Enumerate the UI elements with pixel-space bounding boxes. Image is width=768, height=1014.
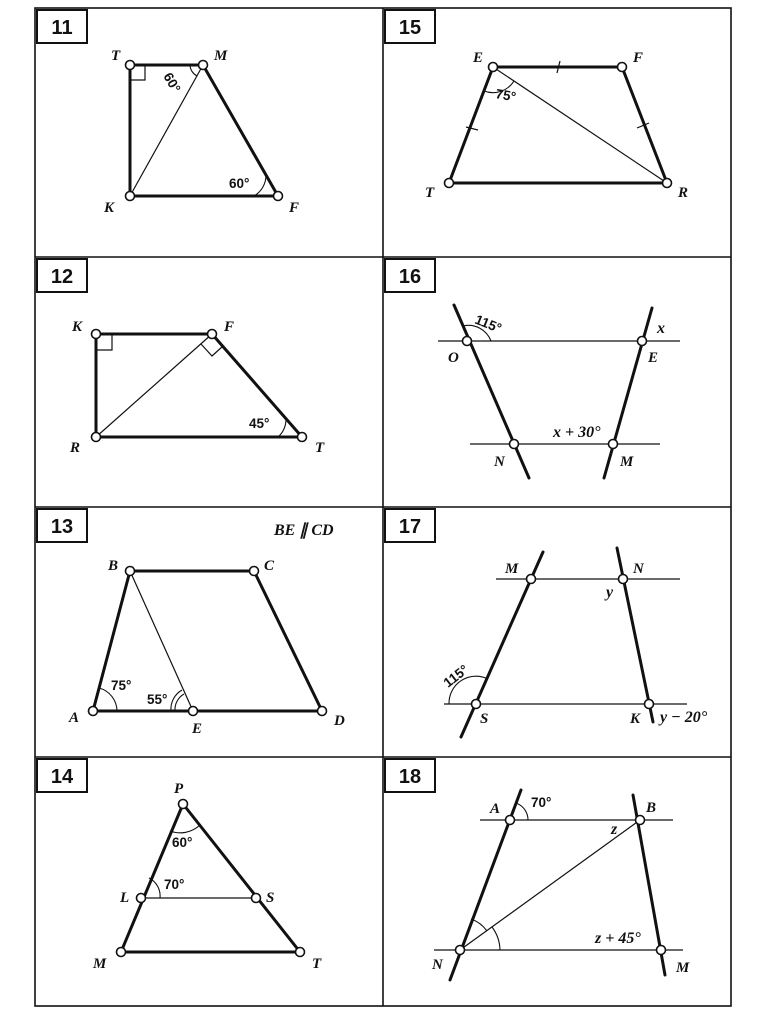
trapezoid-outline <box>449 67 667 183</box>
angle-arc <box>516 803 528 820</box>
vertex-point <box>208 330 217 339</box>
point-label: S <box>266 890 275 906</box>
angle-value: 115° <box>440 661 472 691</box>
vertex-point <box>92 433 101 442</box>
vertex-point <box>126 61 135 70</box>
vertex-point <box>274 192 283 201</box>
point-label: D <box>334 713 345 729</box>
figure-trapezoid-abcd <box>68 558 345 737</box>
problem-number-badge <box>37 259 87 292</box>
problem-number: 15 <box>398 17 422 39</box>
vertex-point <box>636 816 645 825</box>
angle-value: z + 45° <box>595 930 641 947</box>
panel-12 <box>37 259 325 456</box>
angle-value: 115° <box>472 311 504 336</box>
figure-lines-oenm <box>438 305 680 478</box>
angle-value: 70° <box>531 795 552 810</box>
vertex-point <box>609 440 618 449</box>
point-label: T <box>315 440 325 456</box>
panel-18 <box>385 759 690 980</box>
point-label: L <box>120 890 130 906</box>
point-label: M <box>676 960 690 976</box>
vertex-point <box>663 179 672 188</box>
panel-11 <box>37 10 299 216</box>
vertex-point <box>619 575 628 584</box>
angle-arc <box>278 419 286 437</box>
point-label: M <box>505 561 519 577</box>
angle-value: 60° <box>172 835 193 850</box>
vertex-point <box>463 337 472 346</box>
problem-number: 11 <box>51 17 73 39</box>
point-label: O <box>448 350 459 366</box>
vertex-point <box>472 700 481 709</box>
figure-trapezoid-kftr <box>69 319 325 456</box>
point-label: F <box>224 319 235 335</box>
vertex-point <box>527 575 536 584</box>
angle-value: y − 20° <box>660 709 708 726</box>
panel-grid <box>35 8 731 1006</box>
panel-13 <box>37 509 345 737</box>
problem-number-badge <box>385 259 435 292</box>
point-label: M <box>93 956 107 972</box>
triangle-outline <box>121 804 300 952</box>
point-label: P <box>174 781 184 797</box>
problem-number-badge <box>385 10 435 43</box>
problem-number: 16 <box>398 266 422 288</box>
trapezoid-outline <box>130 65 278 196</box>
point-label: C <box>264 558 275 574</box>
point-label: T <box>312 956 322 972</box>
problem-number-badge <box>385 509 435 542</box>
vertex-point <box>250 567 259 576</box>
right-angle-mark <box>201 344 223 356</box>
vertex-point <box>92 330 101 339</box>
angle-value: 75° <box>494 86 518 105</box>
problem-number-badge <box>385 759 435 792</box>
panel-15 <box>385 10 688 201</box>
figure-lines-abnm <box>431 790 690 980</box>
vertex-point <box>645 700 654 709</box>
vertex-point <box>506 816 515 825</box>
trapezoid-outline <box>96 334 302 437</box>
figure-trapezoid-tmfk <box>103 48 299 216</box>
vertex-point <box>126 567 135 576</box>
vertex-point <box>298 433 307 442</box>
point-label: E <box>473 50 484 66</box>
figure-lines-mnsk <box>441 548 708 737</box>
problem-number-badge <box>37 759 87 792</box>
angle-value: z <box>611 821 618 838</box>
problem-number: 13 <box>50 516 74 538</box>
figure-trapezoid-eftr <box>425 50 688 201</box>
vertex-point <box>318 707 327 716</box>
point-label: M <box>620 454 634 470</box>
vertex-point <box>199 61 208 70</box>
problem-number: 18 <box>398 766 422 788</box>
angle-arc <box>190 65 197 76</box>
point-label: B <box>646 800 657 816</box>
vertex-point <box>657 946 666 955</box>
point-label: A <box>69 710 80 726</box>
problem-number: 14 <box>50 766 74 788</box>
figure-triangle-pmt <box>92 781 322 972</box>
vertex-point <box>179 800 188 809</box>
point-label: A <box>490 801 501 817</box>
point-label: K <box>72 319 83 335</box>
problem-number-badge <box>37 10 87 43</box>
point-label: K <box>104 200 115 216</box>
problem-number: 12 <box>50 266 74 288</box>
point-label: S <box>480 711 489 727</box>
diagonal-er <box>493 67 667 183</box>
point-label: R <box>678 185 689 201</box>
point-label: N <box>633 561 644 577</box>
angle-arc <box>254 175 266 196</box>
vertex-point <box>296 948 305 957</box>
point-label: N <box>432 957 443 973</box>
problem-number: 17 <box>398 516 422 538</box>
diagonal-rf <box>96 334 212 437</box>
angle-arc <box>175 694 184 711</box>
point-label: E <box>192 721 203 737</box>
vertex-point <box>89 707 98 716</box>
point-label: E <box>648 350 659 366</box>
vertex-point <box>510 440 519 449</box>
vertex-point <box>126 192 135 201</box>
vertex-point <box>137 894 146 903</box>
vertex-point <box>189 707 198 716</box>
segment-be <box>130 571 193 711</box>
point-label: R <box>70 440 81 456</box>
panel-14 <box>37 759 322 972</box>
point-label: F <box>289 200 300 216</box>
vertex-point <box>456 946 465 955</box>
panel-17 <box>385 509 708 737</box>
point-label: F <box>633 50 644 66</box>
angle-value: y <box>606 584 614 601</box>
angle-value: 60° <box>229 176 250 191</box>
problem-number-badge <box>37 509 87 542</box>
vertex-point <box>489 63 498 72</box>
angle-arc <box>492 927 500 950</box>
point-label: B <box>108 558 119 574</box>
vertex-point <box>445 179 454 188</box>
vertex-point <box>618 63 627 72</box>
angle-value: x <box>657 320 665 337</box>
angle-value: 55° <box>147 692 168 707</box>
vertex-point <box>117 948 126 957</box>
panel-16 <box>385 259 680 478</box>
vertex-point <box>638 337 647 346</box>
angle-value: 45° <box>249 416 270 431</box>
angle-value: 70° <box>164 877 185 892</box>
line-em <box>604 308 652 478</box>
point-label: K <box>630 711 641 727</box>
point-label: M <box>214 48 228 64</box>
angle-value: 60° <box>160 70 184 96</box>
point-label: T <box>111 48 121 64</box>
angle-value: 75° <box>111 678 132 693</box>
angle-arc <box>171 690 182 711</box>
point-label: N <box>494 454 505 470</box>
angle-value: x + 30° <box>553 424 601 441</box>
vertex-point <box>252 894 261 903</box>
point-label: T <box>425 185 435 201</box>
condition-text: BE ∥ CD <box>274 522 334 539</box>
